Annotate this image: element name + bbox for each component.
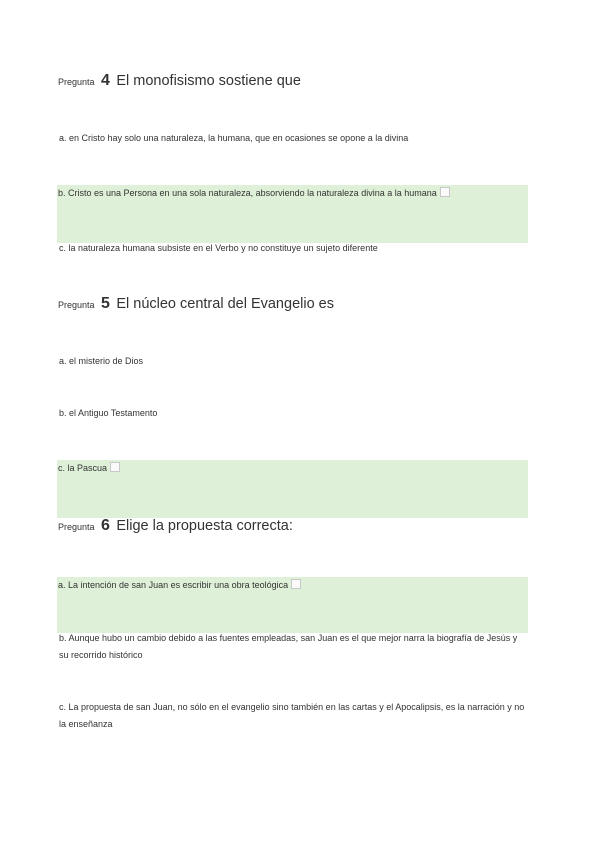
question-5-heading [58, 295, 334, 313]
question-text: El monofisismo sostiene que [116, 73, 301, 89]
question-number: 6 [100, 517, 110, 534]
question-4-option-c[interactable] [58, 240, 528, 257]
option-text: b. Cristo es una Persona en una sola naturaleza, absorviendo la naturaleza divina a la humana [58, 188, 437, 198]
option-text: c. la naturaleza humana subsiste en el Verbo y no constituye un sujeto diferente [59, 243, 378, 253]
question-6-option-b[interactable] [58, 630, 528, 664]
checkbox-icon[interactable] [110, 462, 120, 472]
question-4-heading [58, 72, 301, 90]
option-text: c. La propuesta de san Juan, no sólo en el evangelio sino también en las cartas y el Apocalipsis, es la narración y no la enseñanza [59, 702, 525, 729]
question-label: Pregunta [58, 522, 95, 532]
question-label: Pregunta [58, 77, 95, 87]
checkbox-icon[interactable] [291, 579, 301, 589]
question-number: 4 [100, 72, 110, 89]
option-text: a. el misterio de Dios [59, 356, 144, 366]
question-label: Pregunta [58, 300, 95, 310]
option-text: b. Aunque hubo un cambio debido a las fuentes empleadas, san Juan es el que mejor narra la biografía de Jesús y su recorrido histórico [59, 633, 518, 660]
option-text: c. la Pascua [58, 463, 108, 473]
question-6-option-c[interactable] [58, 699, 528, 733]
question-5-option-c[interactable] [57, 460, 528, 518]
question-4-option-a[interactable] [58, 130, 528, 147]
question-text: El núcleo central del Evangelio es [116, 296, 334, 312]
question-5-option-a[interactable] [58, 353, 528, 370]
checkbox-icon[interactable] [440, 187, 450, 197]
question-4-option-b[interactable] [57, 185, 528, 243]
question-number: 5 [100, 295, 110, 312]
option-text: b. el Antiguo Testamento [59, 408, 158, 418]
option-text: a. La intención de san Juan es escribir una obra teológica [58, 580, 289, 590]
question-text: Elige la propuesta correcta: [116, 518, 293, 534]
question-5-option-b[interactable] [58, 405, 528, 422]
question-6-option-a[interactable] [57, 577, 528, 633]
option-text: a. en Cristo hay solo una naturaleza, la humana, que en ocasiones se opone a la divina [59, 133, 409, 143]
question-6-heading [58, 517, 293, 535]
